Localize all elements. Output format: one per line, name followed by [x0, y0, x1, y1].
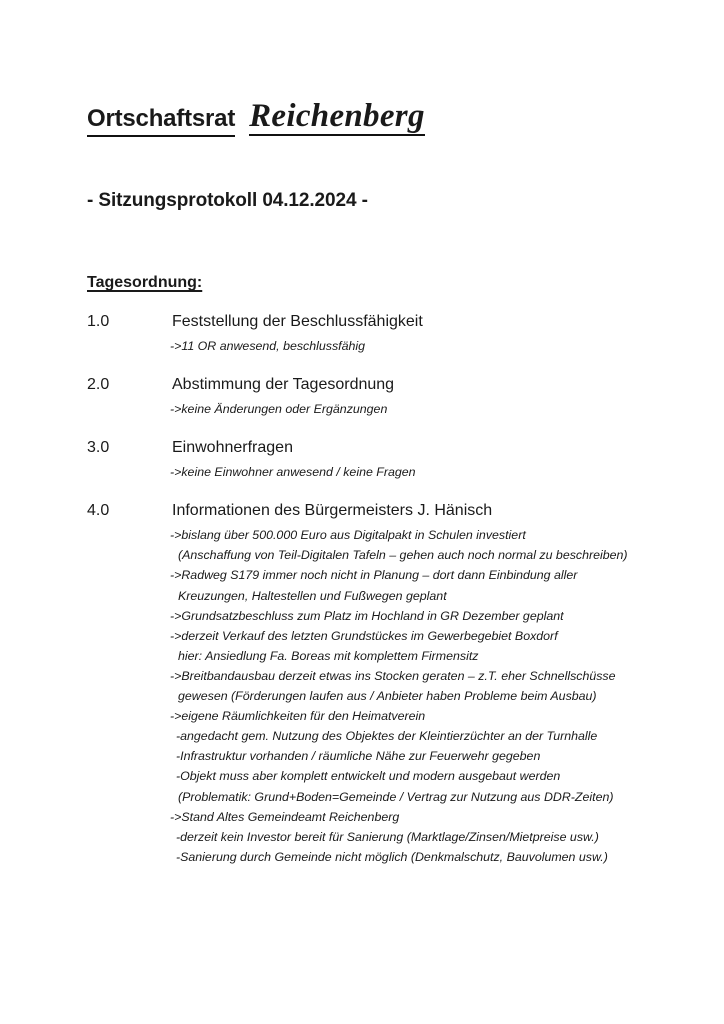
agenda-item-notes — [0, 399, 724, 419]
agenda-item-number: 1.0 — [87, 313, 110, 330]
agenda-item — [0, 501, 724, 867]
agenda-item-title: Abstimmung der Tagesordnung — [172, 376, 395, 394]
agenda-note-line: gewesen (Förderungen laufen aus / Anbieter haben Probleme beim Ausbau) — [178, 689, 597, 704]
agenda-item-heading — [0, 312, 724, 332]
agenda-item-number: 2.0 — [87, 376, 110, 394]
agenda-item-notes — [0, 462, 724, 482]
agenda-note-line: (Anschaffung von Teil-Digitalen Tafeln – gehen auch noch normal zu beschreiben) — [178, 548, 628, 563]
title-place-name: Reichenberg — [249, 98, 425, 134]
agenda-note-line: -angedacht gem. Nutzung des Objektes der Kleintierzüchter an der Turnhalle — [176, 729, 598, 744]
agenda-heading: Tagesordnung: — [87, 274, 203, 291]
agenda-note-line: -Infrastruktur vorhanden / räumliche Nähe zur Feuerwehr gegeben — [176, 749, 541, 764]
agenda-note-line: ->derzeit Verkauf des letzten Grundstückes im Gewerbegebiet Boxdorf — [170, 628, 558, 643]
agenda-note-line: ->Grundsatzbeschluss zum Platz im Hochland in GR Dezember geplant — [170, 608, 564, 623]
agenda-item-heading — [0, 438, 724, 458]
agenda-item-number: 4.0 — [87, 502, 110, 520]
agenda-note-line: -Sanierung durch Gemeinde nicht möglich (Denkmalschutz, Bauvolumen usw.) — [176, 849, 608, 864]
agenda-item-title: Einwohnerfragen — [172, 439, 293, 457]
agenda-note-line: ->Radweg S179 immer noch nicht in Planung – dort dann Einbindung aller — [170, 568, 578, 583]
agenda-item — [0, 312, 724, 356]
agenda-list — [0, 312, 724, 886]
agenda-item-notes — [0, 336, 724, 356]
agenda-note-line: -derzeit kein Investor bereit für Sanierung (Marktlage/Zinsen/Mietpreise usw.) — [176, 829, 599, 844]
agenda-note-line: ->11 OR anwesend, beschlussfähig — [170, 339, 366, 353]
agenda-note-line: ->Stand Altes Gemeindeamt Reichenberg — [170, 809, 400, 824]
agenda-item — [0, 438, 724, 482]
agenda-item-notes — [0, 525, 724, 867]
agenda-note-line: ->bislang über 500.000 Euro aus Digitalpakt in Schulen investiert — [170, 528, 526, 543]
agenda-note-line: (Problematik: Grund+Boden=Gemeinde / Vertrag zur Nutzung aus DDR-Zeiten) — [178, 789, 614, 804]
agenda-item-number: 3.0 — [87, 439, 110, 457]
agenda-note-line: Kreuzungen, Haltestellen und Fußwegen geplant — [178, 588, 447, 603]
document-title — [87, 100, 425, 137]
agenda-note-line: -Objekt muss aber komplett entwickelt und modern ausgebaut werden — [176, 769, 561, 784]
agenda-note-line: ->Breitbandausbau derzeit etwas ins Stocken geraten – z.T. eher Schnellschüsse — [170, 668, 616, 683]
agenda-item-title: Feststellung der Beschlussfähigkeit — [172, 313, 423, 330]
agenda-note-line: ->keine Änderungen oder Ergänzungen — [170, 402, 388, 417]
agenda-note-line: ->eigene Räumlichkeiten für den Heimatverein — [170, 709, 426, 724]
title-organisation: Ortschaftsrat — [87, 106, 235, 137]
agenda-item-heading — [0, 501, 724, 521]
agenda-note-line: ->keine Einwohner anwesend / keine Fragen — [170, 465, 416, 480]
document-subtitle: - Sitzungsprotokoll 04.12.2024 - — [87, 190, 368, 211]
agenda-item-heading — [0, 375, 724, 395]
agenda-note-line: hier: Ansiedlung Fa. Boreas mit komplettem Firmensitz — [178, 648, 479, 663]
agenda-item — [0, 375, 724, 419]
agenda-item-title: Informationen des Bürgermeisters J. Hänisch — [172, 502, 493, 520]
